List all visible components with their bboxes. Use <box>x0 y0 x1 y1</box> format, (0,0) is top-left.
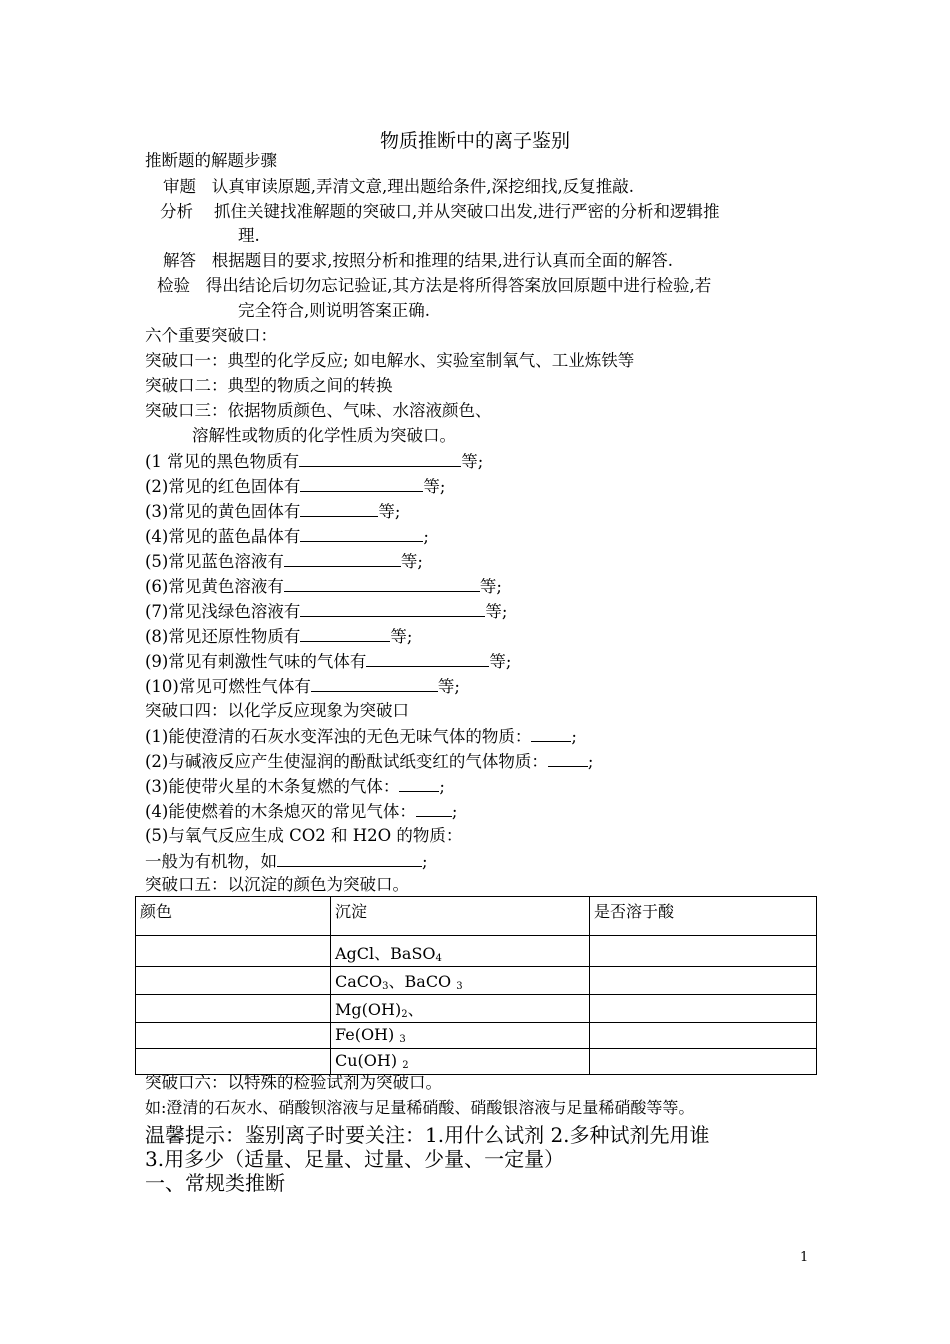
tip-line-2: 3.用多少（适量、足量、过量、少量、一定量） <box>145 1147 565 1171</box>
formula: Fe(OH) <box>335 1025 395 1044</box>
item-text: (3)能使带火星的木条复燃的气体： <box>145 777 400 796</box>
table-row <box>136 967 817 995</box>
subscript: 2 <box>401 1009 408 1020</box>
item-suffix: ; <box>451 802 458 821</box>
item-suffix: 等; <box>400 552 423 571</box>
item-suffix: 等; <box>479 577 502 596</box>
item-suffix: 等; <box>423 477 446 496</box>
answer-blank[interactable] <box>311 675 438 692</box>
page-number: 1 <box>800 1250 809 1265</box>
answer-blank[interactable] <box>548 750 588 767</box>
answer-blank[interactable] <box>277 850 422 867</box>
precipitate-table <box>135 896 817 1075</box>
answer-blank[interactable] <box>300 525 423 542</box>
step-answer <box>163 250 673 272</box>
answer-blank[interactable] <box>299 450 461 467</box>
item-suffix: 等; <box>489 652 512 671</box>
fill-item <box>145 775 445 798</box>
subscript: 3 <box>399 1034 406 1045</box>
formula: CaCO <box>335 972 383 991</box>
fill-item <box>145 650 511 673</box>
step-label: 审题 <box>163 177 196 196</box>
answer-blank[interactable] <box>366 650 489 667</box>
breakthrough-2: 突破口二：典型的物质之间的转换 <box>145 376 393 395</box>
color-cell[interactable] <box>136 967 331 995</box>
item-text: 一般为有机物，如 <box>145 852 277 871</box>
item-text: (2)与碱液反应产生使湿润的酚酞试纸变红的气体物质： <box>145 752 548 771</box>
item-suffix: ; <box>571 727 577 746</box>
table-header-row <box>136 897 817 936</box>
breakthrough-1: 突破口一：典型的化学反应; 如电解水、实验室制氧气、工业炼铁等 <box>145 351 635 370</box>
fill-item <box>145 575 502 598</box>
answer-blank[interactable] <box>416 800 452 817</box>
item-text: (5)常见蓝色溶液有 <box>145 552 284 571</box>
section-heading: 一、常规类推断 <box>145 1171 285 1195</box>
item-suffix: ; <box>423 527 429 546</box>
formula: 、 <box>407 1000 424 1019</box>
color-cell[interactable] <box>136 1049 331 1075</box>
item-text: (1)能使澄清的石灰水变浑浊的无色无味气体的物质： <box>145 727 532 746</box>
acid-cell[interactable] <box>590 1023 817 1049</box>
fill-item <box>145 550 423 573</box>
item-text: (4)常见的蓝色晶体有 <box>145 527 301 546</box>
item-suffix: ; <box>439 777 445 796</box>
precipitate-cell <box>331 995 590 1023</box>
subscript: 3 <box>382 981 389 992</box>
answer-blank[interactable] <box>300 600 485 617</box>
table-row <box>136 1049 817 1075</box>
acid-cell[interactable] <box>590 1049 817 1075</box>
answer-blank[interactable] <box>284 550 401 567</box>
fill-item <box>145 600 507 623</box>
fill-item <box>145 450 483 473</box>
subscript: 2 <box>402 1060 409 1071</box>
breakthrough-5: 突破口五：以沉淀的颜色为突破口。 <box>145 875 409 894</box>
six-heading: 六个重要突破口： <box>145 326 277 345</box>
step-analyze <box>160 201 719 223</box>
step-label: 分析 <box>160 202 193 221</box>
acid-cell[interactable] <box>590 967 817 995</box>
tip-line-1: 温馨提示：鉴别离子时要关注：1.用什么试剂 2.多种试剂先用谁 <box>145 1123 710 1147</box>
color-cell[interactable] <box>136 936 331 967</box>
item-text: (7)常见浅绿色溶液有 <box>145 602 301 621</box>
formula: Mg(OH) <box>335 1000 402 1019</box>
step-text: 得出结论后切勿忘记验证,其方法是将所得答案放回原题中进行检验,若 <box>205 276 712 295</box>
item-suffix: 等; <box>485 602 508 621</box>
answer-blank[interactable] <box>284 575 480 592</box>
breakthrough-4: 突破口四：以化学反应现象为突破口 <box>145 701 409 720</box>
step-verify <box>157 275 711 297</box>
answer-blank[interactable] <box>300 625 390 642</box>
fill-item <box>145 475 445 498</box>
fill-item <box>145 750 593 773</box>
step-label: 解答 <box>163 251 196 270</box>
fill-item-5: (5)与氧气反应生成 CO2 和 H2O 的物质： <box>145 826 463 845</box>
table-row <box>136 1023 817 1049</box>
step-text: 根据题目的要求,按照分析和推理的结果,进行认真而全面的解答. <box>211 251 673 270</box>
fill-item <box>145 675 460 698</box>
item-suffix: 等; <box>461 452 484 471</box>
formula: 、BaCO <box>388 972 452 991</box>
precipitate-cell <box>331 1049 590 1075</box>
subscript: 4 <box>435 953 442 964</box>
breakthrough-6: 突破口六：以特殊的检验试剂为突破口。 <box>145 1073 442 1092</box>
page-title: 物质推断中的离子鉴别 <box>379 130 570 152</box>
fill-item <box>145 625 412 648</box>
fill-item <box>145 850 428 873</box>
breakthrough-3: 突破口三：依据物质颜色、气味、水溶液颜色、 <box>145 401 492 420</box>
answer-blank[interactable] <box>300 475 423 492</box>
header-cell: 颜色 <box>136 897 331 936</box>
item-text: (9)常见有刺激性气味的气体有 <box>145 652 367 671</box>
item-suffix: ; <box>587 752 594 771</box>
step-text: 认真审读原题,弄清文意,理出题给条件,深挖细找,反复推敲. <box>211 177 634 196</box>
header-cell: 是否溶于酸 <box>590 897 817 936</box>
acid-cell[interactable] <box>590 936 817 967</box>
step-text: 抓住关键找准解题的突破口,并从突破口出发,进行严密的分析和逻辑推 <box>213 202 720 221</box>
answer-blank[interactable] <box>531 725 571 742</box>
item-text: (8)常见还原性物质有 <box>145 627 301 646</box>
table-row <box>136 936 817 967</box>
item-suffix: 等; <box>378 502 401 521</box>
item-suffix: ; <box>422 852 428 871</box>
subscript: 3 <box>456 981 463 992</box>
fill-item <box>145 800 457 823</box>
item-suffix: 等; <box>437 677 460 696</box>
precipitate-cell <box>331 1023 590 1049</box>
color-cell[interactable] <box>136 1023 331 1049</box>
item-text: (2)常见的红色固体有 <box>145 477 301 496</box>
fill-item <box>145 725 577 748</box>
steps-heading: 推断题的解题步骤 <box>145 151 277 170</box>
item-text: (4)能使燃着的木条熄灭的常见气体： <box>145 802 416 821</box>
breakthrough-6-example: 如:澄清的石灰水、硝酸钡溶液与足量稀硝酸、硝酸银溶液与足量稀硝酸等等。 <box>145 1098 695 1117</box>
table-row <box>136 995 817 1023</box>
item-text: (6)常见黄色溶液有 <box>145 577 284 596</box>
step-review <box>163 176 634 198</box>
step-verify-cont: 完全符合,则说明答案正确. <box>238 301 430 320</box>
fill-item <box>145 525 429 548</box>
item-suffix: 等; <box>390 627 413 646</box>
fill-item <box>145 500 400 523</box>
item-text: (3)常见的黄色固体有 <box>145 502 301 521</box>
color-cell[interactable] <box>136 995 331 1023</box>
step-analyze-cont: 理. <box>238 226 260 245</box>
acid-cell[interactable] <box>590 995 817 1023</box>
step-label: 检验 <box>157 276 190 295</box>
precipitate-cell <box>331 936 590 967</box>
formula: AgCl、BaSO <box>335 944 436 963</box>
header-cell: 沉淀 <box>331 897 590 936</box>
answer-blank[interactable] <box>300 500 378 517</box>
answer-blank[interactable] <box>399 775 439 792</box>
formula: Cu(OH) <box>335 1051 398 1070</box>
breakthrough-3-cont: 溶解性或物质的化学性质为突破口。 <box>192 426 456 445</box>
item-text: (1 常见的黑色物质有 <box>145 452 300 471</box>
precipitate-cell <box>331 967 590 995</box>
item-text: (10)常见可燃性气体有 <box>145 677 311 696</box>
